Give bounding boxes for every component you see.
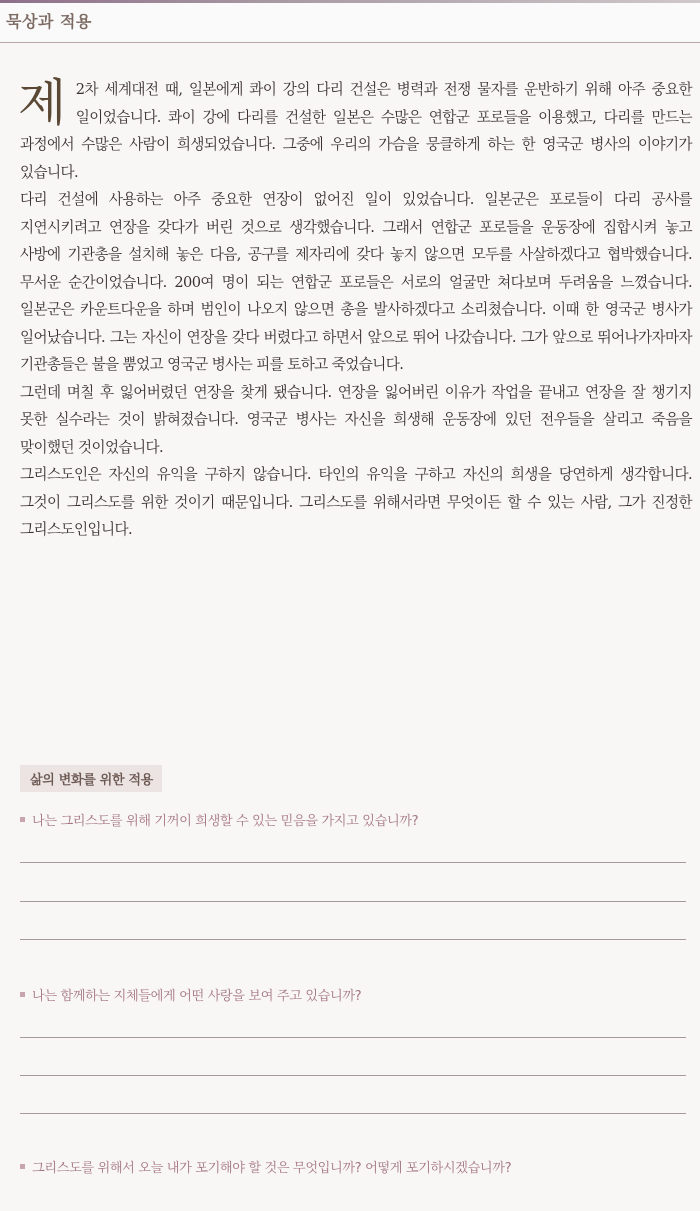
answer-line[interactable]	[20, 901, 686, 902]
question-text: 나는 함께하는 지체들에게 어떤 사랑을 보여 주고 있습니까?	[32, 989, 362, 1004]
header-divider	[0, 42, 700, 43]
story-paragraph: 다리 건설에 사용하는 아주 중요한 연장이 없어진 일이 있었습니다. 일본군은 포로들이 다리 공사를 지연시키려고 연장을 갖다가 버린 것으로 생각했습니다. 그래서 연합군 포로들을 운동장에 집합시켜 놓고 사방에 기관총을 설치해 놓은 다음, 공구를 제자리에 갖다 놓지 않으면 모두를 사살하겠다고 협박했습니다. 무서운 순간이었습니다. 200여 명이 되는 연합군 포로들은 서로의 얼굴만 쳐다보며 두려움을 느꼈습니다. 일본군은 카운트다운을 하며 범인이 나오지 않으면 총을 발사하겠다고 소리쳤습니다. 이때 한 영국군 병사가 일어났습니다. 그는 자신이 연장을 갖다 버렸다고 하면서 앞으로 뛰어 나갔습니다. 그가 앞으로 뛰어나가자마자 기관총들은 불을 뿜었고 영국군 병사는 피를 토하고 죽었습니다.	[20, 191, 692, 373]
story-body	[20, 76, 692, 544]
answer-line[interactable]	[20, 1075, 686, 1076]
square-bullet-icon	[20, 992, 25, 997]
reflection-question	[20, 1157, 511, 1176]
section-header	[0, 3, 700, 41]
story-paragraph: 그런데 며칠 후 잃어버렸던 연장을 찾게 됐습니다. 연장을 잃어버린 이유가 작업을 끝내고 연장을 잘 챙기지 못한 실수라는 것이 밝혀졌습니다. 영국군 병사는 자신을 희생해 운동장에 있던 전우들을 살리고 죽음을 맞이했던 것이었습니다.	[20, 383, 692, 456]
answer-line[interactable]	[20, 939, 686, 940]
story-paragraph: 그리스도인은 자신의 유익을 구하지 않습니다. 타인의 유익을 구하고 자신의 희생을 당연하게 생각합니다. 그것이 그리스도를 위한 것이기 때문입니다. 그리스도를 위해서라면 무엇이든 할 수 있는 사람, 그가 진정한 그리스도인입니다.	[20, 466, 692, 538]
story-paragraph	[20, 76, 692, 186]
answer-line[interactable]	[20, 1113, 686, 1114]
question-text: 나는 그리스도를 위해 기꺼이 희생할 수 있는 믿음을 가지고 있습니까?	[32, 814, 419, 829]
drop-cap: 제	[18, 74, 66, 132]
question-text: 그리스도를 위해서 오늘 내가 포기해야 할 것은 무엇입니까? 어떻게 포기하시겠습니까?	[32, 1161, 512, 1176]
application-section-tag: 삶의 변화를 위한 적용	[20, 765, 162, 792]
section-title: 묵상과 적용	[6, 12, 92, 31]
answer-line[interactable]	[20, 1037, 686, 1038]
story-paragraph-text: 2차 세계대전 때, 일본에게 콰이 강의 다리 건설은 병력과 전쟁 물자를 운반하기 위해 아주 중요한 일이었습니다. 콰이 강에 다리를 건설한 일본은 수많은 연합군 포로들을 이용했고, 다리를 만드는 과정에서 수많은 사람이 희생되었습니다. 그중에 우리의 가슴을 뭉클하게 하는 한 영국군 병사의 이야기가 있습니다.	[20, 81, 692, 181]
square-bullet-icon	[20, 817, 25, 822]
answer-line[interactable]	[20, 862, 686, 863]
reflection-question	[20, 810, 418, 829]
reflection-question	[20, 985, 361, 1004]
square-bullet-icon	[20, 1164, 25, 1169]
